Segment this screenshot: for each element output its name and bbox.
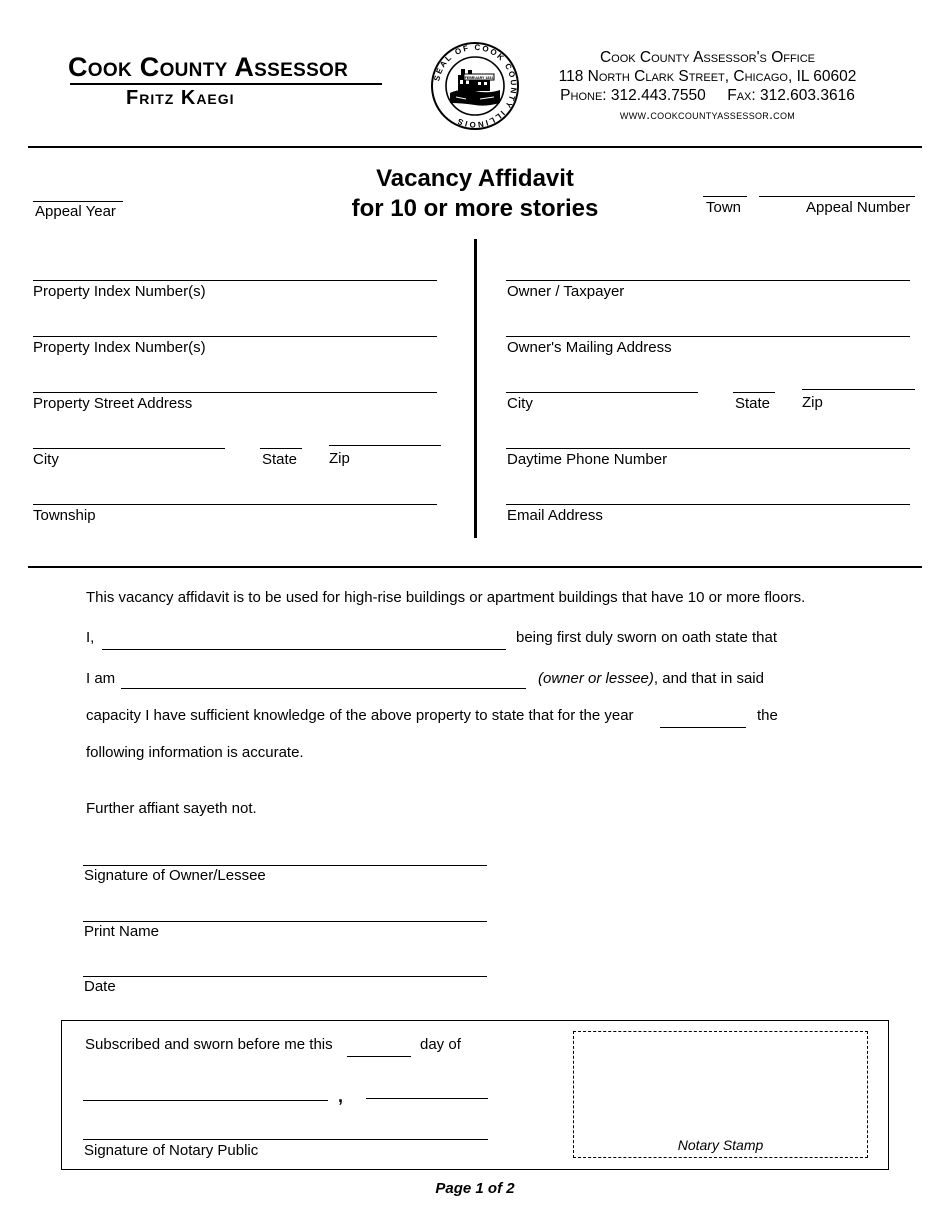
assessor-title: Cook County Assessor	[68, 52, 349, 82]
pin-field-2[interactable]	[33, 336, 437, 337]
owner-state-field[interactable]	[733, 392, 775, 393]
property-state-field[interactable]	[260, 448, 302, 449]
email-label: Email Address	[507, 507, 603, 524]
print-name-label: Print Name	[84, 923, 160, 940]
assessor-title-underline	[70, 83, 382, 85]
further-text: Further affiant sayeth not.	[86, 800, 257, 817]
county-seal-icon	[430, 41, 520, 131]
notary-day-field[interactable]	[347, 1056, 411, 1057]
section-rule	[28, 566, 922, 568]
office-phone-fax: Phone: 312.443.7550 Fax: 312.603.3616	[560, 87, 855, 104]
property-city-field[interactable]	[33, 448, 225, 449]
form-title-line2: for 10 or more stories	[351, 195, 599, 222]
sworn-text: being first duly sworn on oath state that	[516, 629, 777, 646]
pin-label-1: Property Index Number(s)	[33, 283, 206, 300]
daytime-phone-field[interactable]	[506, 448, 910, 449]
county-seal-logo	[430, 41, 520, 131]
subscribed-text: Subscribed and sworn before me this	[85, 1036, 333, 1053]
owner-city-label: City	[507, 395, 533, 412]
svg-text:FEBRUARY 1831: FEBRUARY 1831	[464, 76, 494, 80]
form-title	[300, 164, 650, 224]
township-label: Township	[33, 507, 96, 524]
notary-stamp-label: Notary Stamp	[677, 1137, 764, 1153]
owner-zip-field[interactable]	[802, 389, 915, 390]
the-text: the	[757, 707, 778, 724]
notary-month-field[interactable]	[83, 1100, 328, 1101]
affiant-role-field[interactable]	[121, 688, 526, 689]
office-address: 118 North Clark Street, Chicago, IL 60602	[558, 68, 857, 85]
property-street-label: Property Street Address	[33, 395, 193, 412]
township-field[interactable]	[33, 504, 437, 505]
owner-or-lessee-text: (owner or lessee)	[538, 670, 654, 687]
property-zip-field[interactable]	[329, 445, 441, 446]
owner-signature-label: Signature of Owner/Lessee	[84, 867, 266, 884]
daytime-phone-label: Daytime Phone Number	[507, 451, 668, 468]
owner-lessee-clause	[538, 670, 764, 687]
owner-taxpayer-field[interactable]	[506, 280, 910, 281]
town-field[interactable]	[703, 196, 747, 197]
property-zip-label: Zip	[329, 450, 350, 467]
appeal-number-label: Appeal Number	[806, 199, 911, 216]
pin-label-2: Property Index Number(s)	[33, 339, 206, 356]
owner-state-label: State	[735, 395, 771, 412]
said-text: , and that in said	[653, 670, 764, 687]
notary-comma: ,	[338, 1086, 344, 1106]
appeal-number-field[interactable]	[759, 196, 915, 197]
print-name-field[interactable]	[83, 921, 487, 922]
i-prefix: I,	[86, 629, 95, 646]
affiant-name-field[interactable]	[102, 649, 506, 650]
form-title-line1: Vacancy Affidavit	[376, 165, 574, 192]
day-of-text: day of	[420, 1036, 461, 1053]
assessor-name: Fritz Kaegi	[126, 87, 235, 109]
owner-zip-label: Zip	[802, 394, 823, 411]
town-label: Town	[706, 199, 742, 216]
mailing-address-field[interactable]	[506, 336, 910, 337]
notary-year-field[interactable]	[366, 1098, 488, 1099]
page-number: Page 1 of 2	[435, 1180, 515, 1197]
column-divider	[474, 239, 477, 538]
year-field[interactable]	[660, 727, 746, 728]
capacity-text: capacity I have sufficient knowledge of the above property to state that for the year	[86, 707, 634, 724]
appeal-year-field[interactable]	[33, 201, 123, 202]
owner-taxpayer-label: Owner / Taxpayer	[507, 283, 625, 300]
header-rule	[28, 146, 922, 148]
mailing-address-label: Owner's Mailing Address	[507, 339, 672, 356]
property-city-label: City	[33, 451, 59, 468]
owner-city-field[interactable]	[506, 392, 698, 393]
notary-signature-label: Signature of Notary Public	[84, 1142, 259, 1159]
office-name: Cook County Assessor's Office	[599, 49, 816, 66]
notary-signature-field[interactable]	[83, 1139, 488, 1140]
following-text: following information is accurate.	[86, 744, 304, 761]
property-street-field[interactable]	[33, 392, 437, 393]
appeal-year-label: Appeal Year	[35, 203, 116, 220]
svg-text:SEAL OF COOK COUNTY ILLINOIS: SEAL OF COOK COUNTY ILLINOIS	[432, 42, 519, 130]
office-contact-block	[540, 48, 875, 124]
date-field[interactable]	[83, 976, 487, 977]
office-website: www.cookcountyassessor.com	[619, 107, 796, 122]
intro-text: This vacancy affidavit is to be used for high-rise buildings or apartment buildings that have 10 or more floors.	[86, 589, 806, 606]
pin-field-1[interactable]	[33, 280, 437, 281]
date-label: Date	[84, 978, 116, 995]
owner-signature-field[interactable]	[83, 865, 487, 866]
i-am-text: I am	[86, 670, 116, 687]
email-field[interactable]	[506, 504, 910, 505]
property-state-label: State	[262, 451, 298, 468]
